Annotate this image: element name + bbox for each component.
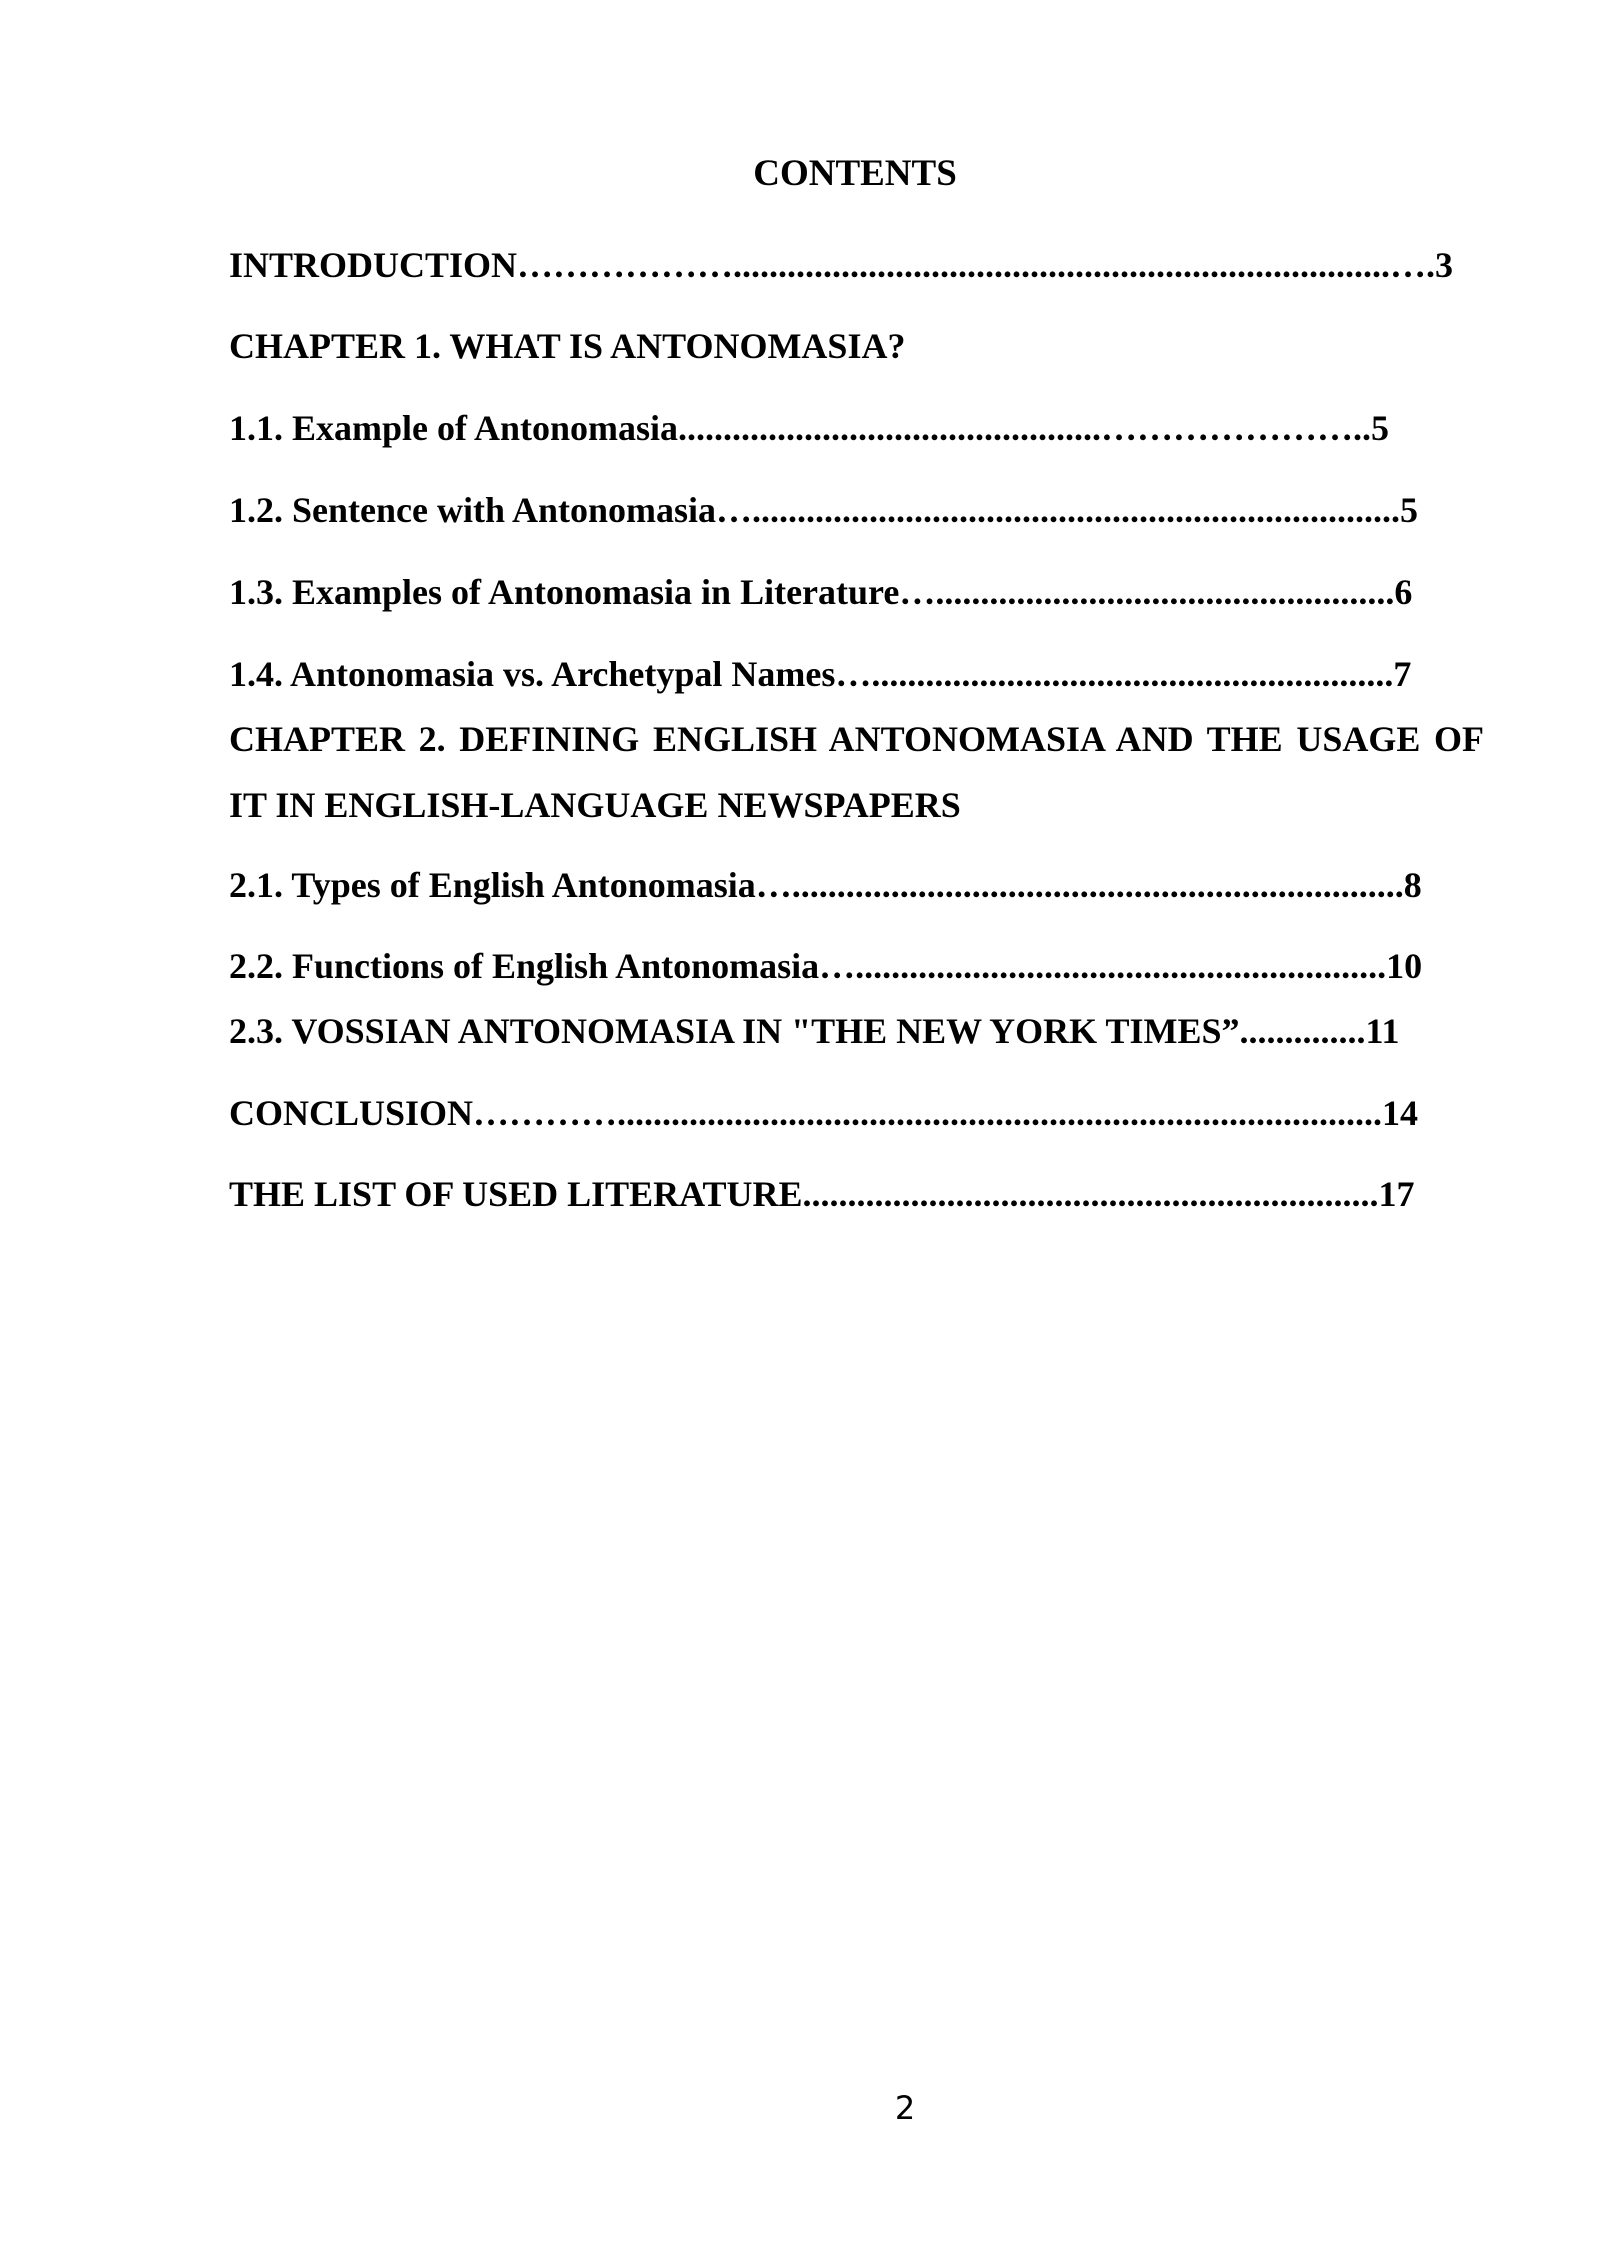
toc-entry-literature: THE LIST OF USED LITERATURE................................................................17 <box>229 1174 1415 1214</box>
toc-entry-chapter-2: CHAPTER 2. DEFINING ENGLISH ANTONOMASIA AND THE USAGE OF IT IN ENGLISH-LANGUAGE NEWSPAPERS <box>229 719 1484 825</box>
toc-entry-2-3: 2.3. VOSSIAN ANTONOMASIA IN "THE NEW YORK TIMES”..............11 <box>229 1011 1400 1051</box>
toc-entry-conclusion: CONCLUSION………….....................................................................................14 <box>229 1093 1419 1133</box>
toc-entry-1-2: 1.2. Sentence with Antonomasia…........................................................................5 <box>229 490 1419 530</box>
toc-entry-1-4: 1.4. Antonomasia vs. Archetypal Names…..........................................................7 <box>229 654 1412 694</box>
page-number: 2 <box>894 2089 916 2127</box>
contents-title: CONTENTS <box>753 153 957 194</box>
toc-entry-2-2: 2.2. Functions of English Antonomasia…...........................................................10 <box>229 946 1423 986</box>
toc-entry-1-3: 1.3. Examples of Antonomasia in Literature…...................................................6 <box>229 572 1413 612</box>
toc-entry-1-1: 1.1. Example of Antonomasia...............................................…………………..5 <box>229 408 1390 448</box>
toc-entry-2-1: 2.1. Types of English Antonomasia…....................................................................8 <box>229 865 1422 905</box>
toc-entry-introduction: INTRODUCTION……………….........................................................................….3 <box>229 245 1454 285</box>
toc-entry-chapter-1: CHAPTER 1. WHAT IS ANTONOMASIA? <box>229 326 906 366</box>
